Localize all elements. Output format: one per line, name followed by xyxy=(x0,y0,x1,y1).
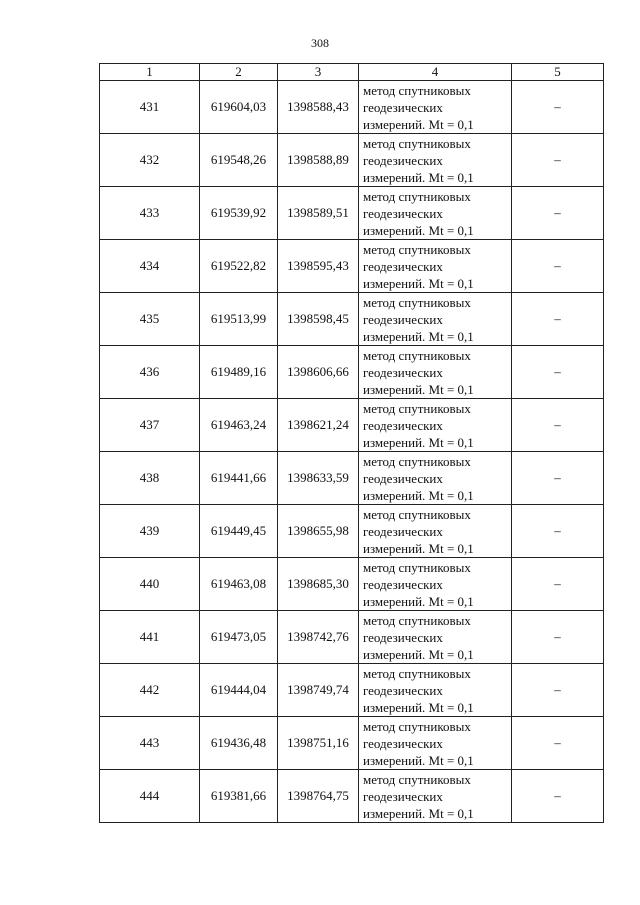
method-text-line: геодезических xyxy=(363,258,443,274)
table-body xyxy=(100,81,604,823)
y-coordinate-cell: 1398751,16 xyxy=(278,717,359,770)
method-text-line: метод спутниковых xyxy=(363,453,471,469)
method-text-line: измерений. Mt = 0,1 xyxy=(363,593,474,609)
point-number-cell: 435 xyxy=(100,293,200,346)
method-text-line: измерений. Mt = 0,1 xyxy=(363,169,474,185)
coordinates-table xyxy=(99,63,604,823)
table-header-row xyxy=(100,64,604,81)
method-text-line: измерений. Mt = 0,1 xyxy=(363,699,474,715)
header-col-1: 1 xyxy=(100,64,200,81)
method-text-line: метод спутниковых xyxy=(363,135,471,151)
column-5-cell: – xyxy=(512,240,604,293)
method-text-line: метод спутниковых xyxy=(363,771,471,787)
method-cell xyxy=(359,134,512,187)
y-coordinate-cell: 1398655,98 xyxy=(278,505,359,558)
point-number-cell: 438 xyxy=(100,452,200,505)
point-number-cell: 440 xyxy=(100,558,200,611)
x-coordinate-cell: 619444,04 xyxy=(200,664,278,717)
column-5-cell: – xyxy=(512,558,604,611)
method-cell xyxy=(359,664,512,717)
table-row xyxy=(100,399,604,452)
y-coordinate-cell: 1398749,74 xyxy=(278,664,359,717)
x-coordinate-cell: 619381,66 xyxy=(200,770,278,823)
table-row xyxy=(100,187,604,240)
method-text-line: метод спутниковых xyxy=(363,665,471,681)
method-cell xyxy=(359,558,512,611)
x-coordinate-cell: 619539,92 xyxy=(200,187,278,240)
method-text-line: измерений. Mt = 0,1 xyxy=(363,275,474,291)
method-text-line: геодезических xyxy=(363,735,443,751)
column-5-cell: – xyxy=(512,346,604,399)
table-row xyxy=(100,664,604,717)
method-text-line: геодезических xyxy=(363,470,443,486)
point-number-cell: 431 xyxy=(100,81,200,134)
method-text-line: измерений. Mt = 0,1 xyxy=(363,646,474,662)
x-coordinate-cell: 619441,66 xyxy=(200,452,278,505)
table-row xyxy=(100,611,604,664)
x-coordinate-cell: 619449,45 xyxy=(200,505,278,558)
method-text-line: геодезических xyxy=(363,364,443,380)
table-row xyxy=(100,558,604,611)
y-coordinate-cell: 1398764,75 xyxy=(278,770,359,823)
method-text-line: метод спутниковых xyxy=(363,506,471,522)
method-text-line: метод спутниковых xyxy=(363,294,471,310)
x-coordinate-cell: 619489,16 xyxy=(200,346,278,399)
method-text-line: метод спутниковых xyxy=(363,718,471,734)
method-text-line: измерений. Mt = 0,1 xyxy=(363,381,474,397)
method-text-line: измерений. Mt = 0,1 xyxy=(363,116,474,132)
header-col-2: 2 xyxy=(200,64,278,81)
table-row xyxy=(100,770,604,823)
method-cell xyxy=(359,399,512,452)
method-text-line: метод спутниковых xyxy=(363,82,471,98)
method-text-line: измерений. Mt = 0,1 xyxy=(363,434,474,450)
method-cell xyxy=(359,452,512,505)
x-coordinate-cell: 619463,24 xyxy=(200,399,278,452)
x-coordinate-cell: 619522,82 xyxy=(200,240,278,293)
table-row xyxy=(100,81,604,134)
y-coordinate-cell: 1398588,43 xyxy=(278,81,359,134)
column-5-cell: – xyxy=(512,187,604,240)
x-coordinate-cell: 619513,99 xyxy=(200,293,278,346)
method-text-line: геодезических xyxy=(363,205,443,221)
method-text-line: измерений. Mt = 0,1 xyxy=(363,805,474,821)
method-cell xyxy=(359,505,512,558)
y-coordinate-cell: 1398606,66 xyxy=(278,346,359,399)
table-row xyxy=(100,505,604,558)
method-text-line: геодезических xyxy=(363,682,443,698)
method-text-line: измерений. Mt = 0,1 xyxy=(363,487,474,503)
method-text-line: измерений. Mt = 0,1 xyxy=(363,752,474,768)
method-text-line: геодезических xyxy=(363,311,443,327)
point-number-cell: 436 xyxy=(100,346,200,399)
point-number-cell: 443 xyxy=(100,717,200,770)
method-text-line: метод спутниковых xyxy=(363,612,471,628)
y-coordinate-cell: 1398598,45 xyxy=(278,293,359,346)
method-text-line: геодезических xyxy=(363,523,443,539)
method-cell xyxy=(359,187,512,240)
header-col-3: 3 xyxy=(278,64,359,81)
method-text-line: метод спутниковых xyxy=(363,400,471,416)
point-number-cell: 439 xyxy=(100,505,200,558)
method-cell xyxy=(359,770,512,823)
column-5-cell: – xyxy=(512,134,604,187)
table-row xyxy=(100,293,604,346)
point-number-cell: 433 xyxy=(100,187,200,240)
column-5-cell: – xyxy=(512,664,604,717)
y-coordinate-cell: 1398633,59 xyxy=(278,452,359,505)
method-text-line: метод спутниковых xyxy=(363,347,471,363)
point-number-cell: 442 xyxy=(100,664,200,717)
y-coordinate-cell: 1398595,43 xyxy=(278,240,359,293)
method-text-line: геодезических xyxy=(363,417,443,433)
table-row xyxy=(100,346,604,399)
page-number: 308 xyxy=(311,36,329,50)
method-cell xyxy=(359,346,512,399)
method-text-line: геодезических xyxy=(363,99,443,115)
method-text-line: измерений. Mt = 0,1 xyxy=(363,540,474,556)
column-5-cell: – xyxy=(512,293,604,346)
column-5-cell: – xyxy=(512,505,604,558)
point-number-cell: 434 xyxy=(100,240,200,293)
method-cell xyxy=(359,240,512,293)
y-coordinate-cell: 1398589,51 xyxy=(278,187,359,240)
header-col-4: 4 xyxy=(359,64,512,81)
method-text-line: геодезических xyxy=(363,788,443,804)
x-coordinate-cell: 619473,05 xyxy=(200,611,278,664)
x-coordinate-cell: 619604,03 xyxy=(200,81,278,134)
point-number-cell: 444 xyxy=(100,770,200,823)
method-cell xyxy=(359,611,512,664)
header-col-5: 5 xyxy=(512,64,604,81)
method-text-line: измерений. Mt = 0,1 xyxy=(363,328,474,344)
method-cell xyxy=(359,81,512,134)
column-5-cell: – xyxy=(512,81,604,134)
table-row xyxy=(100,717,604,770)
method-cell xyxy=(359,293,512,346)
y-coordinate-cell: 1398685,30 xyxy=(278,558,359,611)
method-text-line: метод спутниковых xyxy=(363,241,471,257)
method-text-line: измерений. Mt = 0,1 xyxy=(363,222,474,238)
table-row xyxy=(100,134,604,187)
method-cell xyxy=(359,717,512,770)
x-coordinate-cell: 619548,26 xyxy=(200,134,278,187)
y-coordinate-cell: 1398621,24 xyxy=(278,399,359,452)
column-5-cell: – xyxy=(512,399,604,452)
method-text-line: геодезических xyxy=(363,152,443,168)
point-number-cell: 441 xyxy=(100,611,200,664)
column-5-cell: – xyxy=(512,770,604,823)
method-text-line: метод спутниковых xyxy=(363,559,471,575)
y-coordinate-cell: 1398588,89 xyxy=(278,134,359,187)
method-text-line: геодезических xyxy=(363,629,443,645)
x-coordinate-cell: 619436,48 xyxy=(200,717,278,770)
y-coordinate-cell: 1398742,76 xyxy=(278,611,359,664)
table-row xyxy=(100,452,604,505)
column-5-cell: – xyxy=(512,717,604,770)
table-row xyxy=(100,240,604,293)
method-text-line: метод спутниковых xyxy=(363,188,471,204)
method-text-line: геодезических xyxy=(363,576,443,592)
column-5-cell: – xyxy=(512,452,604,505)
point-number-cell: 432 xyxy=(100,134,200,187)
point-number-cell: 437 xyxy=(100,399,200,452)
column-5-cell: – xyxy=(512,611,604,664)
x-coordinate-cell: 619463,08 xyxy=(200,558,278,611)
